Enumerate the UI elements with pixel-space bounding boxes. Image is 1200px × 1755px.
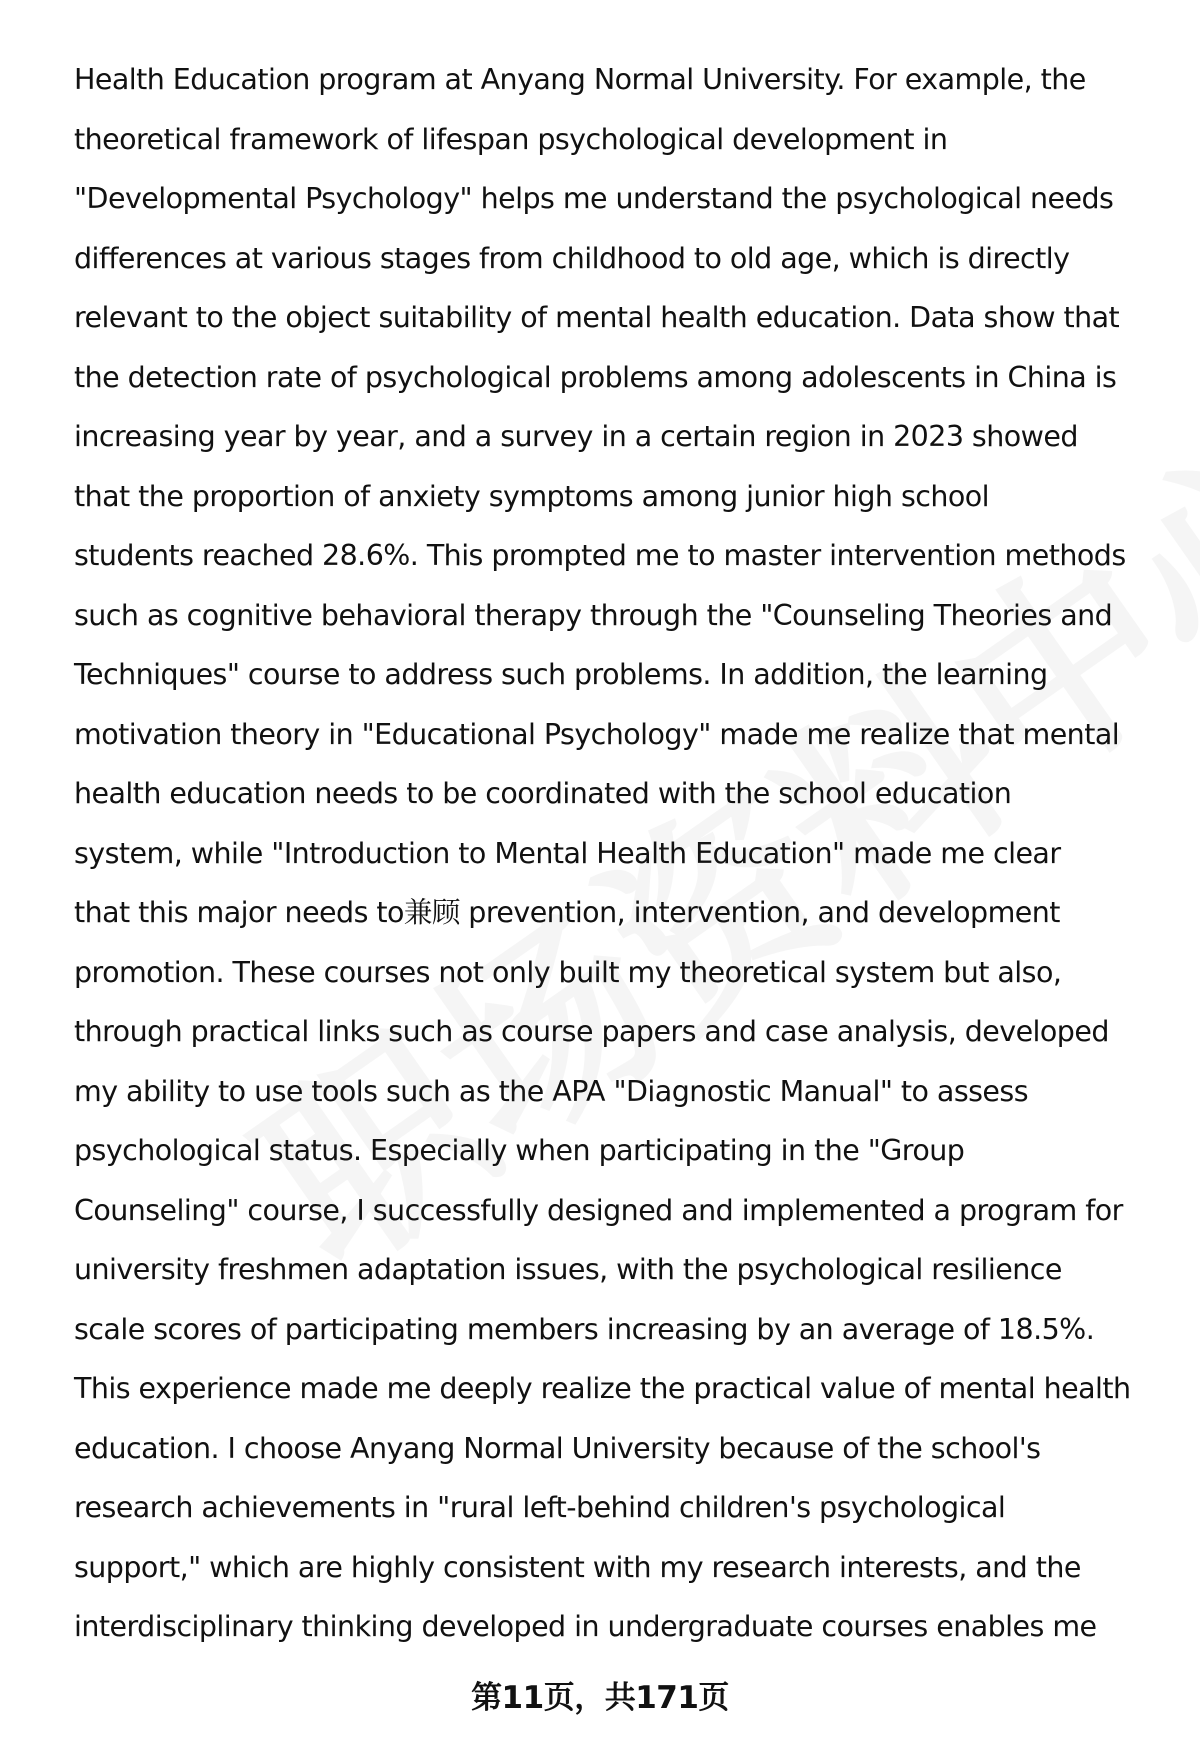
text-line: This experience made me deeply realize the practical value of mental health: [74, 1372, 1131, 1405]
text-line: motivation theory in "Educational Psychology" made me realize that mental: [74, 717, 1120, 751]
text-line: Techniques" course to address such problems. In addition, the learning: [74, 658, 1048, 691]
text-line: promotion. These courses not only built my theoretical system but also,: [74, 955, 1062, 989]
text-line: research achievements in "rural left-behind children's psychological: [74, 1491, 1006, 1524]
text-line: psychological status. Especially when participating in the "Group: [74, 1134, 965, 1167]
text-line: the detection rate of psychological problems among adolescents in China is: [74, 360, 1117, 394]
text-line: education. I choose Anyang Normal University because of the school's: [74, 1431, 1041, 1465]
text-line: differences at various stages from childhood to old age, which is directly: [74, 241, 1070, 275]
text-line: that the proportion of anxiety symptoms among junior high school: [74, 479, 990, 513]
text-line: system, while "Introduction to Mental Health Education" made me clear: [74, 836, 1061, 870]
body-text: [74, 50, 1184, 1657]
text-line: university freshmen adaptation issues, with the psychological resilience: [74, 1253, 1062, 1286]
text-line: increasing year by year, and a survey in a certain region in 2023 showed: [74, 420, 1078, 453]
page-number: 第11页，共171页: [471, 1680, 729, 1716]
text-line: support," which are highly consistent with my research interests, and the: [74, 1550, 1081, 1584]
text-line: through practical links such as course papers and case analysis, developed: [74, 1015, 1109, 1048]
text-line: theoretical framework of lifespan psychological development in: [74, 122, 948, 156]
text-line: interdisciplinary thinking developed in undergraduate courses enables me: [74, 1610, 1097, 1643]
text-line: health education needs to be coordinated with the school education: [74, 777, 1012, 810]
text-line: relevant to the object suitability of mental health education. Data show that: [74, 301, 1120, 334]
text-line: my ability to use tools such as the APA "Diagnostic Manual" to assess: [74, 1074, 1029, 1108]
text-line: students reached 28.6%. This prompted me to master intervention methods: [74, 539, 1126, 572]
text-line: Health Education program at Anyang Normal University. For example, the: [74, 63, 1086, 96]
text-line: such as cognitive behavioral therapy through the "Counseling Theories and: [74, 598, 1113, 632]
text-line: that this major needs to兼顾 prevention, intervention, and development: [74, 896, 1060, 929]
text-line: "Developmental Psychology" helps me understand the psychological needs: [74, 182, 1114, 215]
text-line: scale scores of participating members increasing by an average of 18.5%.: [74, 1312, 1095, 1346]
text-line: Counseling" course, I successfully designed and implemented a program for: [74, 1193, 1123, 1227]
